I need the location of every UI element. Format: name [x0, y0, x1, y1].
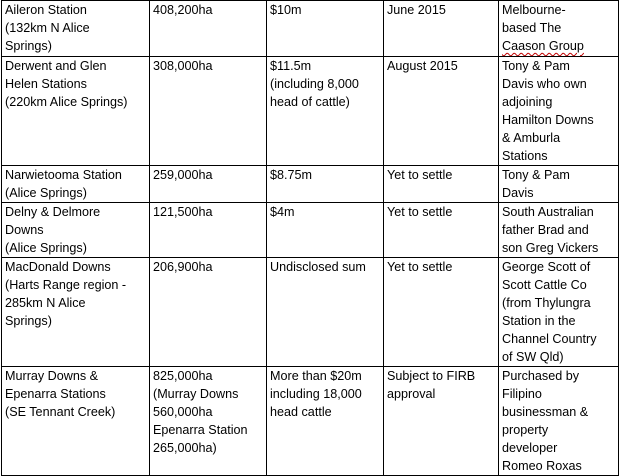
cell-line: South Australian	[502, 205, 594, 219]
area-cell	[150, 258, 267, 367]
area-cell	[150, 57, 267, 166]
cell-line: Tony & Pam	[502, 59, 570, 73]
cell-line: Aileron Station	[5, 3, 87, 17]
cell-line: $11.5m	[270, 59, 312, 73]
buyer-cell	[499, 57, 619, 166]
cell-line: (220km Alice Springs)	[5, 95, 128, 109]
table-row	[2, 1, 619, 57]
cell-line: Springs)	[5, 39, 52, 53]
table-row	[2, 203, 619, 258]
buyer-cell	[499, 1, 619, 57]
cell-line: Channel Country	[502, 332, 597, 346]
cell-line: based The	[502, 21, 562, 35]
cell-line: 265,000ha)	[153, 441, 217, 455]
cell-line: developer	[502, 441, 558, 455]
cell-line: 308,000ha	[153, 59, 213, 73]
cell-line: including 18,000	[270, 387, 362, 401]
cell-line: August 2015	[387, 59, 458, 73]
cell-line: Helen Stations	[5, 77, 87, 91]
cell-line: Undisclosed sum	[270, 260, 366, 274]
cell-line: (from Thylungra	[502, 296, 591, 310]
cell-line: 560,000ha	[153, 405, 213, 419]
cell-line: (Harts Range region -	[5, 278, 127, 292]
cell-line: Murray Downs &	[5, 369, 99, 383]
cell-line: Derwent and Glen	[5, 59, 107, 73]
date-cell	[384, 258, 499, 367]
cell-line: $10m	[270, 3, 302, 17]
cell-line: George Scott of	[502, 260, 591, 274]
price-cell	[267, 1, 384, 57]
cell-line: head of cattle)	[270, 95, 350, 109]
cell-line: $8.75m	[270, 168, 313, 182]
cell-line: Melbourne-	[502, 3, 566, 17]
price-cell	[267, 258, 384, 367]
buyer-cell	[499, 203, 619, 258]
station-cell	[2, 258, 150, 367]
cell-line: Epenarra Stations	[5, 387, 106, 401]
cell-line: Subject to FIRB	[387, 369, 476, 383]
cell-line: Davis who own	[502, 77, 587, 91]
cell-line: businessman &	[502, 405, 589, 419]
cell-line: adjoining	[502, 95, 553, 109]
area-cell	[150, 1, 267, 57]
cell-line: (Alice Springs)	[5, 241, 87, 255]
cell-line: More than $20m	[270, 369, 362, 383]
cell-line: Caason Group	[502, 39, 584, 53]
date-cell	[384, 203, 499, 258]
cell-line: Filipino	[502, 387, 542, 401]
cell-line: son Greg Vickers	[502, 241, 599, 255]
date-cell	[384, 57, 499, 166]
cell-line: head cattle	[270, 405, 332, 419]
cell-line: Yet to settle	[387, 260, 453, 274]
station-cell	[2, 57, 150, 166]
cell-line: (Alice Springs)	[5, 186, 87, 200]
cell-line: Epenarra Station	[153, 423, 248, 437]
cell-line: $4m	[270, 205, 295, 219]
date-cell	[384, 367, 499, 476]
area-cell	[150, 203, 267, 258]
area-cell	[150, 166, 267, 203]
price-cell	[267, 57, 384, 166]
table-row	[2, 57, 619, 166]
cell-line: 206,900ha	[153, 260, 213, 274]
cell-line: Yet to settle	[387, 205, 453, 219]
date-cell	[384, 166, 499, 203]
price-cell	[267, 166, 384, 203]
station-cell	[2, 203, 150, 258]
date-cell	[384, 1, 499, 57]
cell-line: 121,500ha	[153, 205, 213, 219]
cell-line: (Murray Downs	[153, 387, 239, 401]
cell-line: (132km N Alice	[5, 21, 90, 35]
cell-line: (including 8,000	[270, 77, 359, 91]
cell-line: Romeo Roxas	[502, 459, 582, 473]
price-cell	[267, 367, 384, 476]
cell-line: Downs	[5, 223, 44, 237]
price-cell	[267, 203, 384, 258]
cell-line: (SE Tennant Creek)	[5, 405, 116, 419]
cell-line: Stations	[502, 149, 548, 163]
cell-line: June 2015	[387, 3, 446, 17]
cell-line: property	[502, 423, 549, 437]
cell-line: 408,200ha	[153, 3, 213, 17]
cell-line: MacDonald Downs	[5, 260, 111, 274]
station-cell	[2, 1, 150, 57]
cell-line: Davis	[502, 186, 534, 200]
cell-line: father Brad and	[502, 223, 589, 237]
buyer-cell	[499, 367, 619, 476]
buyer-cell	[499, 258, 619, 367]
station-cell	[2, 166, 150, 203]
cell-line: & Amburla	[502, 131, 561, 145]
cell-line: 259,000ha	[153, 168, 213, 182]
cell-line: 825,000ha	[153, 369, 213, 383]
cell-line: Narwietooma Station	[5, 168, 122, 182]
table-row	[2, 166, 619, 203]
cell-line: Delny & Delmore	[5, 205, 101, 219]
area-cell	[150, 367, 267, 476]
cell-line: Station in the	[502, 314, 576, 328]
cell-line: Purchased by	[502, 369, 580, 383]
cell-line: of SW Qld)	[502, 350, 564, 364]
cell-line: Springs)	[5, 314, 52, 328]
cell-line: Tony & Pam	[502, 168, 570, 182]
table-row	[2, 367, 619, 476]
cell-line: Yet to settle	[387, 168, 453, 182]
cell-line: Scott Cattle Co	[502, 278, 587, 292]
table-row	[2, 258, 619, 367]
cell-line: Hamilton Downs	[502, 113, 594, 127]
cell-line: 285km N Alice	[5, 296, 86, 310]
station-cell	[2, 367, 150, 476]
cell-line: approval	[387, 387, 436, 401]
buyer-cell	[499, 166, 619, 203]
station-sales-table	[1, 0, 619, 476]
